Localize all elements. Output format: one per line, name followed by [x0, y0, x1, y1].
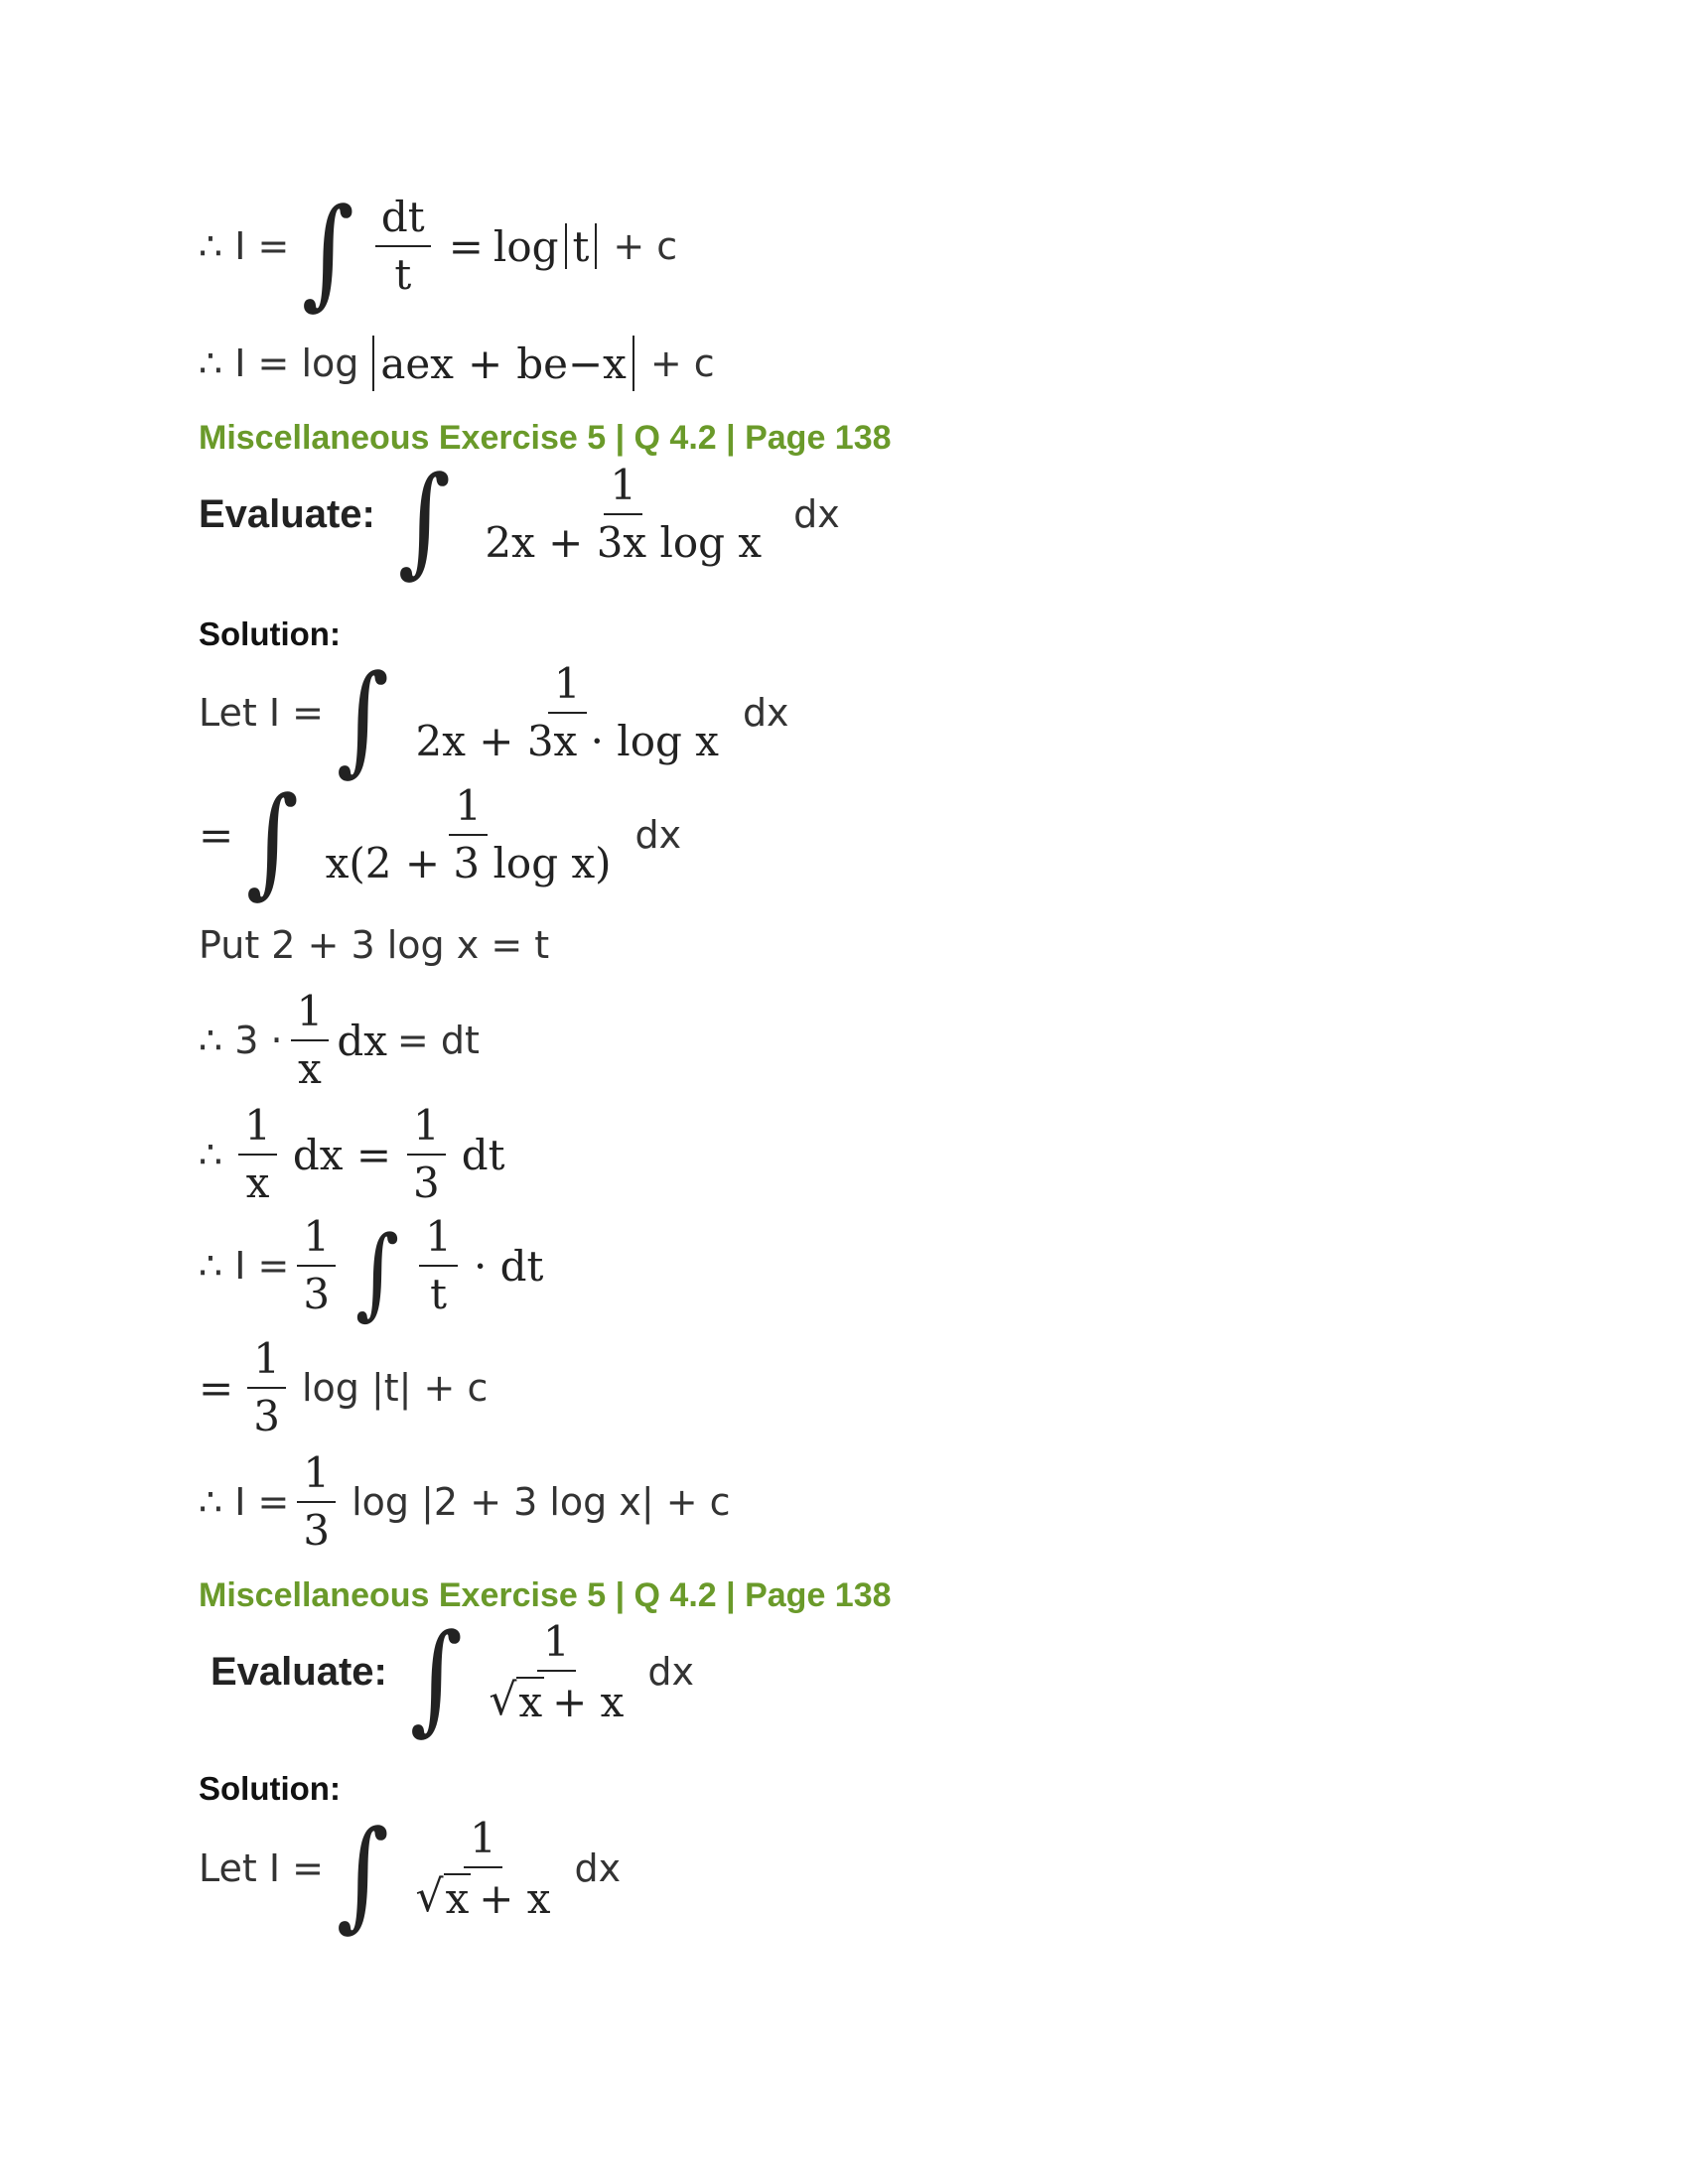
- step-1: Let I = ∫ $\frac{1}{\text{2x + 3x · log x}}$ dx: [199, 650, 789, 789]
- eq-prefix: ∴ I =: [199, 224, 290, 269]
- section-heading: Miscellaneous Exercise 5 | Q 4.2 | Page 138: [199, 419, 892, 457]
- equation-line-2: ∴ I = log ae x + be −x + c: [199, 336, 715, 391]
- step-1: Let I = ∫ 1 √ x + x dx: [199, 1806, 622, 1945]
- evaluate-line: Evaluate: ∫ $\frac{1}{\text{2x + 3x log x}}$ dx: [199, 452, 840, 591]
- step-8: ∴ I = $\frac{1}{3}$ log |2 + 3 log x| + c: [199, 1448, 731, 1556]
- step-5: ∴ $\frac{1}{x}$ dx = $\frac{1}{3}$ dt: [199, 1101, 505, 1208]
- step-7: = $\frac{1}{3}$ log |t| + c: [199, 1334, 489, 1441]
- solution-label: Solution:: [199, 615, 341, 652]
- section-heading: Miscellaneous Exercise 5 | Q 4.2 | Page 138: [199, 1576, 892, 1614]
- sqrt-sign: √: [489, 1675, 517, 1726]
- step-3: Put 2 + 3 log x = t: [199, 923, 550, 967]
- integral-sign: ∫: [302, 184, 355, 323]
- solution-label: Solution:: [199, 1770, 341, 1807]
- evaluate-line: Evaluate: ∫ 1 √ x + x dx: [211, 1609, 694, 1748]
- step-2: = ∫ $\frac{1}{\text{x(2 + 3 log x)}}$ dx: [199, 772, 682, 911]
- step-4: ∴ 3 · $\frac{1}{x}$ dx = dt: [199, 987, 480, 1094]
- step-6: ∴ I = $\frac{1}{3}$ ∫ $\frac{1}{t}$ · dt: [199, 1212, 544, 1331]
- sqrt-sign: √: [415, 1871, 444, 1923]
- equation-line-1: ∴ I = ∫ $\frac{dt}{t}$ = log t + c: [199, 184, 678, 323]
- fraction: $\frac{dt}{t}$: [375, 194, 431, 300]
